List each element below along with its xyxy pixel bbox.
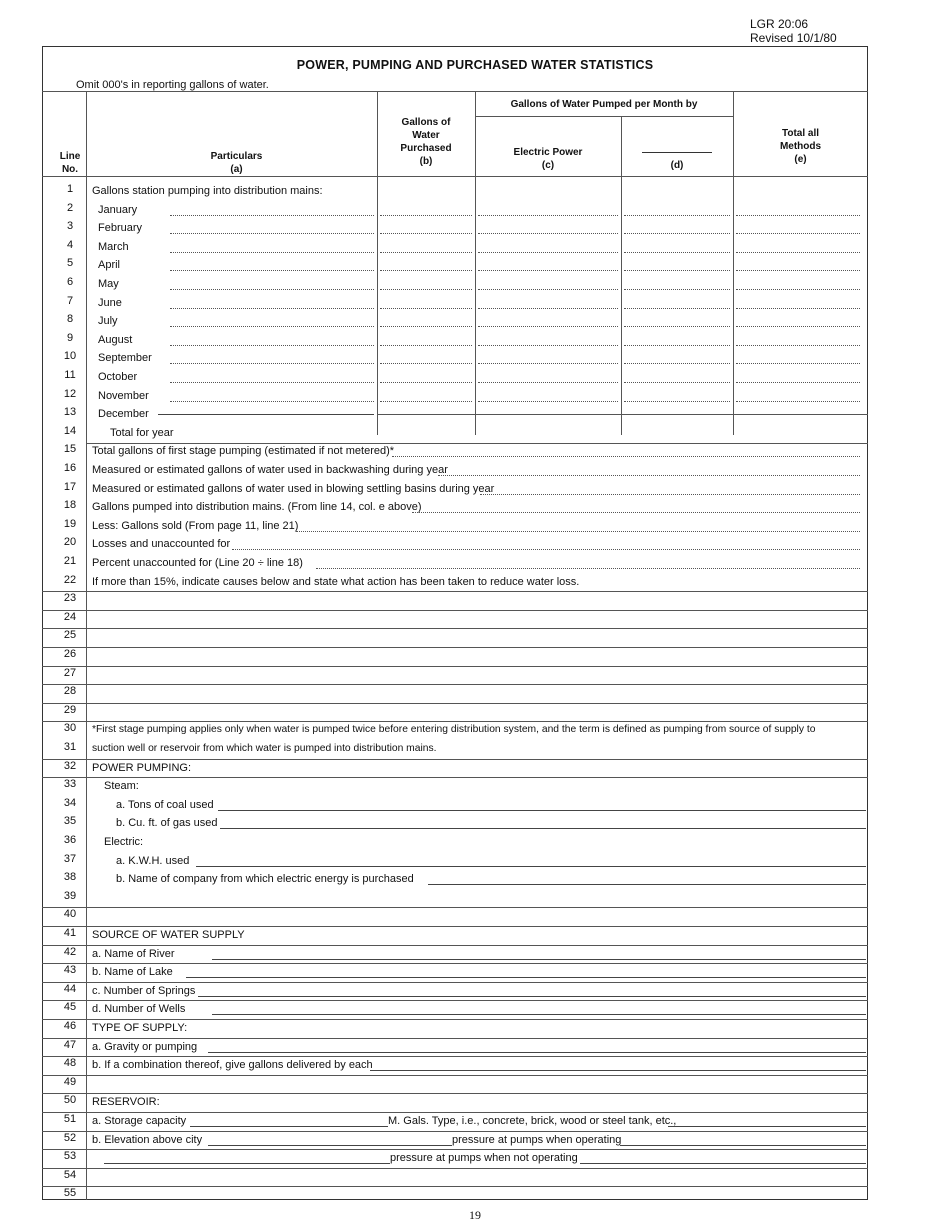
value-cell[interactable] — [478, 252, 618, 253]
line-number: 4 — [66, 238, 74, 251]
row-label: Total for year — [110, 426, 174, 439]
value-cell[interactable] — [380, 289, 472, 290]
row-rule — [42, 591, 868, 592]
row-label: October — [98, 371, 138, 383]
form-number: LGR 20:06 — [750, 17, 809, 31]
stat-value[interactable] — [480, 494, 860, 495]
line-number: 23 — [63, 592, 77, 605]
power-label: a. K.W.H. used — [116, 854, 190, 867]
value-cell[interactable] — [478, 363, 618, 364]
pressure-idle-prefix[interactable] — [104, 1163, 390, 1164]
row-rule — [42, 963, 868, 964]
row-label: June — [98, 296, 122, 309]
label-leader — [170, 382, 374, 383]
stat-value[interactable] — [316, 568, 860, 569]
header-top-rule — [42, 91, 868, 92]
value-cell[interactable] — [478, 382, 618, 383]
value-cell[interactable] — [736, 401, 860, 402]
line-number: 24 — [63, 610, 77, 623]
value-cell[interactable] — [736, 252, 860, 253]
line-number: 44 — [63, 982, 77, 995]
line-number: 18 — [63, 499, 77, 512]
line-number: 46 — [63, 1020, 77, 1032]
value-cell[interactable] — [478, 289, 618, 290]
col-head-particulars: Particulars (a) — [210, 151, 263, 175]
footnote-line-2: suction well or reservoir from which water is pumped into distribution mains. — [92, 743, 437, 754]
line-number: 41 — [63, 927, 77, 939]
value-cell[interactable] — [478, 401, 618, 402]
col-head-electric: Electric Power (c) — [513, 147, 583, 171]
value-cell[interactable] — [624, 308, 730, 309]
row-rule — [42, 684, 868, 685]
value-cell[interactable] — [736, 289, 860, 290]
power-answer-line[interactable] — [428, 884, 866, 885]
header-bottom-rule — [42, 176, 868, 177]
label-leader — [170, 401, 374, 402]
line-number: 37 — [63, 852, 77, 865]
line-number: 50 — [63, 1094, 77, 1107]
pressure-operating-field[interactable] — [620, 1145, 866, 1146]
line-number: 12 — [63, 387, 77, 400]
group-header-rule — [475, 116, 733, 117]
value-cell[interactable] — [736, 345, 860, 346]
line-number: 42 — [63, 945, 77, 958]
label-leader — [170, 289, 374, 290]
value-cell[interactable] — [624, 345, 730, 346]
value-cell[interactable] — [624, 233, 730, 234]
value-cell[interactable] — [380, 215, 472, 216]
row-label: Gallons station pumping into distribution mains: — [92, 185, 323, 197]
value-cell[interactable] — [478, 233, 618, 234]
line-number: 35 — [63, 815, 77, 828]
line-number: 25 — [63, 629, 77, 642]
source-label: c. Number of Springs — [92, 984, 196, 997]
value-cell[interactable] — [380, 233, 472, 234]
row-rule — [42, 982, 868, 983]
stat-label: Losses and unaccounted for — [92, 538, 231, 551]
row-rule — [42, 777, 868, 778]
value-cell[interactable] — [736, 326, 860, 327]
line-number: 21 — [63, 555, 77, 567]
line-number: 39 — [63, 889, 77, 902]
value-cell[interactable] — [736, 270, 860, 271]
row-label: May — [98, 278, 119, 290]
line-number: 15 — [63, 443, 77, 456]
source-label: SOURCE OF WATER SUPPLY — [92, 929, 245, 941]
value-cell[interactable] — [624, 215, 730, 216]
line-number: 19 — [63, 517, 77, 530]
row-label: August — [98, 333, 133, 346]
stat-label: Measured or estimated gallons of water used in backwashing during year — [92, 464, 448, 476]
pressure-idle-field[interactable] — [580, 1163, 866, 1164]
source-label: d. Number of Wells — [92, 1003, 186, 1016]
line-number: 8 — [66, 313, 74, 326]
line-number: 30 — [63, 722, 77, 735]
row-rule — [42, 1131, 868, 1132]
value-cell[interactable] — [380, 363, 472, 364]
line-number: 47 — [63, 1038, 77, 1051]
row-rule — [42, 1186, 868, 1187]
row-rule — [42, 1149, 868, 1150]
pressure-operating-label: pressure at pumps when operating — [452, 1133, 622, 1146]
value-cell[interactable] — [380, 252, 472, 253]
line-number: 13 — [63, 406, 77, 419]
line-number: 9 — [66, 331, 74, 344]
stat-label: Less: Gallons sold (From page 11, line 21) — [92, 519, 299, 532]
source-answer-line[interactable] — [370, 1070, 866, 1071]
value-cell[interactable] — [380, 345, 472, 346]
row-rule — [42, 1038, 868, 1039]
label-leader — [170, 326, 374, 327]
source-label: b. If a combination thereof, give gallons delivered by each — [92, 1059, 373, 1072]
label-leader — [170, 270, 374, 271]
line-number: 1 — [66, 183, 74, 195]
row-rule — [42, 666, 868, 667]
stat-label: Percent unaccounted for (Line 20 ÷ line 18) — [92, 557, 303, 569]
line-number: 31 — [63, 741, 77, 753]
source-answer-line[interactable] — [186, 977, 866, 978]
row-rule — [42, 1056, 868, 1057]
line-number: 49 — [63, 1075, 77, 1088]
stat-value[interactable] — [232, 549, 860, 550]
col-head-d: (d) — [621, 146, 733, 172]
row-rule — [42, 721, 868, 722]
page-title: POWER, PUMPING AND PURCHASED WATER STATISTICS — [296, 58, 654, 72]
line-number: 54 — [63, 1168, 77, 1181]
row-rule — [42, 926, 868, 927]
value-cell[interactable] — [736, 382, 860, 383]
line-number: 51 — [63, 1113, 77, 1125]
label-leader — [170, 363, 374, 364]
value-cell[interactable] — [624, 382, 730, 383]
source-answer-line[interactable] — [212, 1014, 866, 1015]
table-bottom-rule — [86, 443, 868, 444]
stat-label: Gallons pumped into distribution mains. (From line 14, col. e above) — [92, 501, 422, 514]
line-number: 10 — [63, 350, 77, 363]
value-cell[interactable] — [380, 401, 472, 402]
line-number: 22 — [63, 573, 77, 586]
tank-type-label: M. Gals. Type, i.e., concrete, brick, wood or steel tank, etc., — [388, 1115, 677, 1127]
value-cell[interactable] — [380, 270, 472, 271]
stat-value[interactable] — [296, 531, 860, 532]
line-number: 33 — [63, 778, 77, 791]
value-cell[interactable] — [478, 326, 618, 327]
line-number: 52 — [63, 1131, 77, 1144]
source-label: a. Gravity or pumping — [92, 1040, 198, 1053]
label-leader — [170, 233, 374, 234]
label-leader — [170, 252, 374, 253]
source-label: TYPE OF SUPPLY: — [92, 1022, 188, 1034]
source-label: a. Name of River — [92, 947, 175, 960]
value-cell[interactable] — [736, 215, 860, 216]
row-label: November — [98, 389, 149, 402]
omit-note: Omit 000's in reporting gallons of water. — [76, 79, 269, 91]
form-id — [750, 17, 837, 45]
value-cell[interactable] — [624, 401, 730, 402]
line-number: 48 — [63, 1057, 77, 1070]
row-rule — [42, 1075, 868, 1076]
line-number: 27 — [63, 666, 77, 679]
row-label: July — [98, 315, 118, 328]
power-label: Electric: — [104, 836, 144, 848]
power-label: b. Name of company from which electric energy is purchased — [116, 873, 414, 886]
col-head-group: Gallons of Water Pumped per Month by — [510, 99, 698, 110]
value-cell[interactable] — [624, 363, 730, 364]
row-rule — [42, 1093, 868, 1094]
power-label: POWER PUMPING: — [92, 761, 192, 774]
row-label: September — [98, 352, 152, 365]
value-cell[interactable] — [478, 308, 618, 309]
label-leader — [158, 414, 374, 415]
subtotal-rule — [377, 414, 868, 415]
power-answer-line[interactable] — [196, 866, 866, 867]
row-rule — [42, 1019, 868, 1020]
col-c-divider — [475, 91, 476, 435]
line-number: 45 — [63, 1001, 77, 1014]
power-label: b. Cu. ft. of gas used — [116, 817, 218, 830]
row-label: January — [98, 203, 138, 216]
storage-capacity-field[interactable] — [190, 1126, 388, 1127]
footnote-line-1: *First stage pumping applies only when water is pumped twice before entering distribution system, and the term is defined as pumping from source of supply to — [92, 724, 816, 736]
value-cell[interactable] — [380, 326, 472, 327]
row-rule — [42, 628, 868, 629]
line-number: 5 — [66, 257, 74, 270]
reservoir-label: RESERVOIR: — [92, 1096, 160, 1109]
row-rule — [42, 759, 868, 760]
value-cell[interactable] — [478, 270, 618, 271]
page-number: 19 — [469, 1208, 481, 1222]
stat-value[interactable] — [392, 456, 860, 457]
col-head-total: Total all Methods (e) — [779, 128, 822, 165]
row-rule — [42, 703, 868, 704]
stat-label: Measured or estimated gallons of water used in blowing settling basins during year — [92, 482, 495, 495]
line-number: 17 — [63, 480, 77, 493]
value-cell[interactable] — [736, 233, 860, 234]
row-rule — [42, 1000, 868, 1001]
line-number: 38 — [63, 871, 77, 884]
revision-date: Revised 10/1/80 — [750, 31, 837, 45]
stat-label: Total gallons of first stage pumping (estimated if not metered)* — [92, 445, 395, 458]
power-answer-line[interactable] — [220, 828, 866, 829]
value-cell[interactable] — [624, 270, 730, 271]
value-cell[interactable] — [736, 308, 860, 309]
row-label: March — [98, 240, 129, 253]
row-label: April — [98, 259, 121, 272]
source-answer-line[interactable] — [198, 996, 866, 997]
row-label: February — [98, 222, 143, 235]
line-number: 34 — [63, 796, 77, 809]
stat-value[interactable] — [412, 512, 860, 513]
line-number: 14 — [63, 424, 77, 437]
value-cell[interactable] — [736, 363, 860, 364]
row-rule — [42, 610, 868, 611]
line-number: 40 — [63, 908, 77, 921]
line-number: 36 — [63, 834, 77, 846]
line-number: 55 — [63, 1187, 77, 1200]
value-cell[interactable] — [624, 326, 730, 327]
line-number: 6 — [66, 276, 74, 288]
source-answer-line[interactable] — [208, 1052, 866, 1053]
row-rule — [42, 1112, 868, 1113]
tank-type-field[interactable] — [668, 1126, 866, 1127]
line-number: 26 — [63, 648, 77, 660]
source-answer-line[interactable] — [212, 959, 866, 960]
value-cell[interactable] — [478, 345, 618, 346]
line-number: 2 — [66, 201, 74, 214]
row-rule — [42, 907, 868, 908]
label-leader — [170, 345, 374, 346]
value-cell[interactable] — [624, 252, 730, 253]
elevation-field[interactable] — [208, 1145, 452, 1146]
label-leader — [170, 308, 374, 309]
stat-value[interactable] — [438, 475, 860, 476]
source-label: b. Name of Lake — [92, 966, 173, 979]
line-number: 43 — [63, 964, 77, 977]
elevation-label: b. Elevation above city — [92, 1133, 203, 1146]
storage-label: a. Storage capacity — [92, 1115, 187, 1127]
line-number: 7 — [66, 294, 74, 307]
line-number: 28 — [63, 685, 77, 698]
line-number: 3 — [66, 220, 74, 233]
label-leader — [170, 215, 374, 216]
row-rule — [42, 647, 868, 648]
row-rule — [42, 1168, 868, 1169]
stat-label: If more than 15%, indicate causes below and state what action has been taken to reduce water loss. — [92, 575, 580, 588]
pressure-idle-label: pressure at pumps when not operating — [390, 1152, 578, 1165]
power-label: a. Tons of coal used — [116, 798, 214, 811]
line-number: 53 — [63, 1150, 77, 1163]
power-answer-line[interactable] — [218, 810, 866, 811]
row-label: December — [98, 408, 149, 421]
value-cell[interactable] — [624, 289, 730, 290]
line-number: 20 — [63, 536, 77, 549]
col-head-purchased: Gallons of Water Purchased (b) — [400, 117, 452, 167]
line-number: 11 — [64, 369, 76, 381]
value-cell[interactable] — [380, 308, 472, 309]
row-rule — [42, 945, 868, 946]
col-head-line-no: Line No. — [59, 151, 81, 175]
line-number: 29 — [63, 703, 77, 716]
line-number: 16 — [63, 462, 77, 474]
power-label: Steam: — [104, 780, 139, 793]
value-cell[interactable] — [478, 215, 618, 216]
value-cell[interactable] — [380, 382, 472, 383]
line-number: 32 — [63, 759, 77, 772]
